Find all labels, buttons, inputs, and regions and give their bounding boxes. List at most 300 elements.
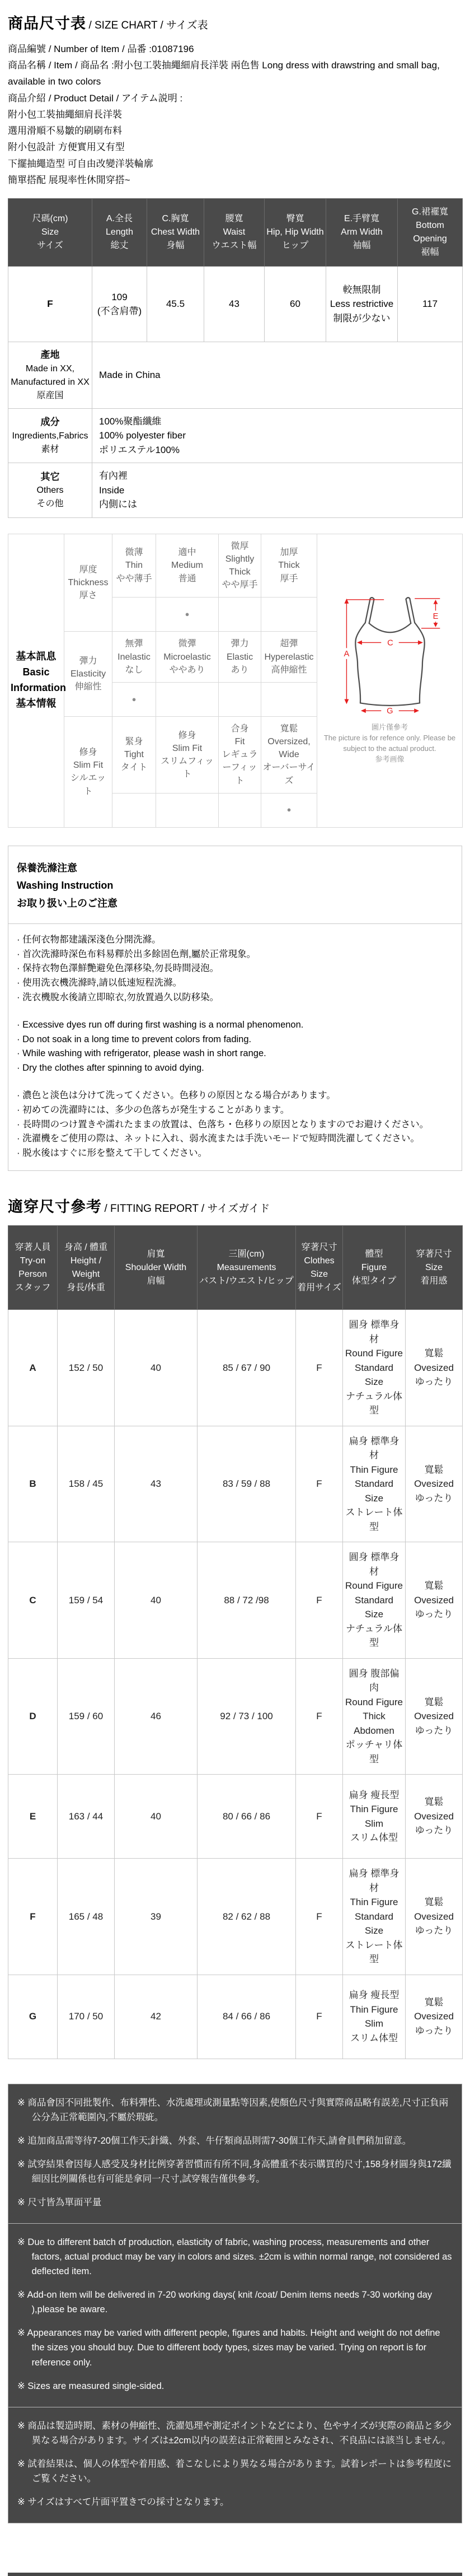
basic-info-label bbox=[8, 534, 64, 827]
feel-jp: ゆったり bbox=[415, 1725, 453, 1736]
opt-en: Medium bbox=[171, 561, 203, 571]
attr-en: Slim Fit bbox=[73, 760, 104, 771]
origin-row bbox=[8, 342, 463, 409]
item-name-value: 附小包工裝抽繩細肩長洋裝 兩色售 Long dress with drawstring and small bag, available in two colors bbox=[8, 60, 440, 87]
elasticity-option bbox=[219, 632, 261, 683]
fitting-figure bbox=[343, 1775, 406, 1859]
measurement-lines bbox=[344, 599, 440, 713]
size-chart-header-row bbox=[8, 199, 463, 267]
value-arm-cn: 較無限制 bbox=[342, 284, 381, 295]
col-text-jp: 身長/体重 bbox=[67, 1282, 105, 1292]
fitting-size: F bbox=[296, 1775, 343, 1859]
attr-jp: 伸縮性 bbox=[74, 682, 102, 692]
thickness-option bbox=[219, 534, 261, 598]
fitting-shoulder: 40 bbox=[115, 1775, 198, 1859]
col-text-cn: 身高 / 體重 bbox=[64, 1242, 108, 1252]
fitting-size: F bbox=[296, 1426, 343, 1542]
fitting-person: E bbox=[8, 1775, 58, 1859]
fitting-size: F bbox=[296, 1859, 343, 1975]
fabric-label-cn: 成分 bbox=[40, 417, 60, 428]
figure-jp: スリム体型 bbox=[350, 2032, 398, 2043]
figure-cn: 扁身 瘦長型 bbox=[349, 1990, 400, 2001]
feel-jp: ゆったり bbox=[415, 1825, 453, 1836]
opt-cn: 加厚 bbox=[280, 548, 298, 558]
fitting-shoulder: 42 bbox=[115, 1975, 198, 2059]
fitting-person: G bbox=[8, 1975, 58, 2059]
figure-cn: 圓身 腹部偏肉 bbox=[349, 1668, 400, 1693]
opt-jp: 普通 bbox=[178, 573, 196, 584]
fabric-value-en: 100% polyester fiber bbox=[99, 430, 186, 441]
fitting-title bbox=[8, 1194, 462, 1216]
feel-jp: ゆったり bbox=[415, 1925, 453, 1936]
measure-label-g: G bbox=[386, 707, 393, 716]
washing-line: · 長時間のつけ置きや濡れたままの放置は、色落ち・色移りの原因となりますのでお避けください。 bbox=[17, 1119, 429, 1130]
col-text-cn: 尺碼(cm) bbox=[32, 214, 68, 224]
fit-option bbox=[112, 716, 156, 793]
fitting-feel bbox=[406, 1658, 463, 1775]
washing-title-cn: 保養洗滌注意 bbox=[17, 862, 77, 874]
col-text-en: Waist bbox=[223, 227, 246, 237]
col-text-en: Figure bbox=[361, 1262, 387, 1272]
figure-en: Thin Figure Standard Size bbox=[350, 1897, 398, 1936]
fitting-shoulder: 39 bbox=[115, 1859, 198, 1975]
col-text-cn: 臀寬 bbox=[286, 214, 304, 224]
feel-jp: ゆったり bbox=[415, 2025, 453, 2036]
col-text-en: Clothes Size bbox=[304, 1256, 335, 1279]
product-detail-line: 選用滑順不易皺的刷刷布料 bbox=[8, 125, 122, 137]
fitting-person: C bbox=[8, 1542, 58, 1659]
col-text-en: Try-on Person bbox=[18, 1256, 47, 1279]
fitting-size: F bbox=[296, 1658, 343, 1775]
col-chest bbox=[147, 199, 204, 267]
dot-cell bbox=[156, 793, 219, 827]
note-line: ※ サイズはすべて片面平置きでの採寸となります。 bbox=[17, 2496, 229, 2507]
others-label bbox=[8, 463, 92, 518]
fabric-label bbox=[8, 408, 92, 463]
opt-cn: 修身 bbox=[178, 730, 196, 740]
col-text-cn: E.手臂寬 bbox=[344, 214, 380, 224]
col-text-jp: 身幅 bbox=[166, 241, 185, 251]
basic-info-label-jp: 基本情報 bbox=[16, 698, 57, 710]
dot-cell bbox=[261, 598, 317, 632]
fitting-figure bbox=[343, 1542, 406, 1659]
fitting-size: F bbox=[296, 1975, 343, 2059]
opt-cn: 寬鬆 bbox=[280, 724, 298, 734]
figure-cn: 扁身 瘦長型 bbox=[349, 1789, 400, 1800]
opt-en: Hyperelastic bbox=[264, 652, 314, 662]
dot-cell bbox=[219, 682, 261, 716]
col-text-cn: 穿著人員 bbox=[15, 1242, 51, 1252]
col-text-en: Size bbox=[425, 1262, 443, 1272]
note-line: ※ 試着結果は、個人の体型や着用感、着こなしにより異なる場合があります。試着レポートは参考程度にご覧ください。 bbox=[17, 2458, 452, 2484]
washing-list bbox=[8, 923, 462, 1170]
feel-jp: ゆったり bbox=[415, 1609, 453, 1620]
others-label-cn: 其它 bbox=[40, 471, 60, 482]
fitting-feel bbox=[406, 1775, 463, 1859]
value-length-note: (不含肩帶) bbox=[97, 306, 142, 317]
fitting-feel bbox=[406, 1310, 463, 1426]
others-value-cn: 有內裡 bbox=[99, 470, 128, 482]
value-waist: 43 bbox=[204, 267, 265, 342]
opt-cn: 緊身 bbox=[125, 737, 143, 747]
feel-en: Ovesized bbox=[414, 2011, 454, 2022]
opt-jp: レギュラーフィット bbox=[222, 750, 258, 786]
opt-en: Inelastic bbox=[118, 652, 151, 662]
col-size bbox=[8, 199, 92, 267]
fitting-measurements: 80 / 66 / 86 bbox=[198, 1775, 296, 1859]
fitting-size: F bbox=[296, 1310, 343, 1426]
fitting-row-d bbox=[8, 1658, 463, 1775]
fitting-feel bbox=[406, 1426, 463, 1542]
thickness-attr bbox=[64, 534, 112, 632]
opt-en: Slim Fit bbox=[172, 743, 203, 753]
washing-line: · 脱水後はすぐに形を整えて干してください。 bbox=[17, 1147, 208, 1158]
col-length bbox=[92, 199, 147, 267]
col-text-cn: C.胸寬 bbox=[162, 214, 189, 224]
value-arm bbox=[326, 267, 398, 342]
col-text-jp: スタッフ bbox=[15, 1282, 51, 1292]
figure-cn: 圓身 標準身材 bbox=[349, 1552, 400, 1577]
value-size: F bbox=[8, 267, 92, 342]
value-chest: 45.5 bbox=[147, 267, 204, 342]
note-line: ※ 商品は製造時期、素材の伸縮性、洗濯処理や測定ポイントなどにより、色やサイズが実際の商品と多少異なる場合があります。サイズは±2cm以内の誤差は正常範囲とみなされ、不良品には該当しません。 bbox=[17, 2420, 452, 2446]
opt-en: Fit bbox=[234, 737, 245, 747]
figure-en: Round Figure Standard Size bbox=[345, 1348, 403, 1388]
col-size-feel bbox=[406, 1226, 463, 1310]
measure-label-c: C bbox=[387, 638, 393, 648]
product-detail-line: 簡單搭配 展現率性休閒穿搭~ bbox=[8, 174, 130, 185]
col-text-en: Measurements bbox=[217, 1262, 276, 1272]
col-text-cn: 肩寬 bbox=[147, 1249, 165, 1259]
basic-info-label-cn: 基本訊息 bbox=[16, 651, 57, 662]
col-arm bbox=[326, 199, 398, 267]
note-line: ※ Sizes are measured single-sided. bbox=[17, 2381, 164, 2391]
washing-line: · 洗濯機をご使用の際は、ネットに入れ、弱水流または手洗いモードで短時間洗濯してください。 bbox=[17, 1133, 420, 1144]
col-height-weight bbox=[58, 1226, 115, 1310]
washing-line: · 初めての洗濯時には、多少の色落ちが発生することがあります。 bbox=[17, 1104, 290, 1115]
attr-en: Thickness bbox=[68, 577, 109, 587]
opt-jp: やや厚手 bbox=[222, 580, 258, 590]
others-row bbox=[8, 463, 463, 518]
opt-en: Tight bbox=[124, 750, 144, 760]
thickness-row bbox=[8, 534, 463, 598]
fitting-person: A bbox=[8, 1310, 58, 1426]
fabric-value-cn: 100%聚酯纖維 bbox=[99, 416, 162, 427]
others-value bbox=[92, 463, 463, 518]
col-text-cn: 三圍(cm) bbox=[228, 1249, 265, 1259]
feel-cn: 寬鬆 bbox=[424, 1464, 444, 1475]
col-text-en: Height / Weight bbox=[70, 1256, 102, 1279]
item-name-label: 商品名稱 / Item / 商品名 : bbox=[8, 60, 114, 71]
value-length bbox=[92, 267, 147, 342]
washing-line: · Dry the clothes after spinning to avoid dying. bbox=[17, 1062, 204, 1073]
origin-value: Made in China bbox=[92, 342, 463, 409]
note-line: ※ Due to different batch of production, elasticity of fabric, washing process, measurements and other factors, actual product may be vary in colors and sizes. ±2cm is within normal range, not considered as deflected item. bbox=[17, 2237, 452, 2277]
fitting-measurements: 85 / 67 / 90 bbox=[198, 1310, 296, 1426]
col-text-jp: 裾幅 bbox=[421, 248, 439, 258]
washing-line: · Excessive dyes run off during first washing is a normal phenomenon. bbox=[17, 1020, 304, 1030]
fitting-shoulder: 46 bbox=[115, 1658, 198, 1775]
attr-jp: 厚さ bbox=[79, 591, 97, 601]
col-text-cn: A.全長 bbox=[106, 214, 133, 224]
measure-label-a: A bbox=[344, 649, 349, 659]
col-text-cn: 體型 bbox=[365, 1249, 383, 1259]
item-number-line bbox=[8, 41, 462, 57]
opt-cn: 彈力 bbox=[231, 639, 249, 649]
col-measurements bbox=[198, 1226, 296, 1310]
product-detail-label: 商品介紹 / Product Detail / アイテム説明 : bbox=[8, 92, 183, 104]
dot-cell bbox=[156, 682, 219, 716]
feel-jp: ゆったり bbox=[415, 1492, 453, 1504]
elasticity-option bbox=[261, 632, 317, 683]
col-text-jp: 着用サイズ bbox=[297, 1282, 341, 1292]
fitting-shoulder: 40 bbox=[115, 1542, 198, 1659]
dot-cell: ● bbox=[112, 682, 156, 716]
elasticity-option bbox=[112, 632, 156, 683]
dress-illustration-cell bbox=[317, 534, 463, 827]
fitting-figure bbox=[343, 1426, 406, 1542]
fitting-row-f bbox=[8, 1859, 463, 1975]
fitting-title-cn: 適穿尺寸參考 bbox=[8, 1198, 102, 1216]
note-line: ※ 追加商品需等待7-20個工作天;針織、外套、牛仔類商品則需7-30個工作天,請會員們稍加留意。 bbox=[17, 2135, 412, 2146]
product-detail-line: 附小包工裝抽繩細肩長洋裝 bbox=[8, 109, 122, 120]
fitting-height-weight: 163 / 44 bbox=[58, 1775, 115, 1859]
thickness-option bbox=[156, 534, 219, 598]
fabric-value-jp: ポリエステル100% bbox=[99, 444, 180, 455]
fitting-feel bbox=[406, 1975, 463, 2059]
col-text-cn: 腰寬 bbox=[225, 214, 243, 224]
opt-jp: やや薄手 bbox=[116, 573, 152, 584]
fitting-height-weight: 170 / 50 bbox=[58, 1975, 115, 2059]
opt-cn: 合身 bbox=[231, 724, 249, 734]
thickness-option bbox=[112, 534, 156, 598]
opt-en: Slightly Thick bbox=[225, 554, 255, 577]
basic-info-table bbox=[8, 534, 463, 828]
item-number-label: 商品編號 / Number of Item / 品番 : bbox=[8, 44, 152, 54]
col-text-jp: 袖幅 bbox=[352, 241, 371, 251]
opt-jp: 厚手 bbox=[280, 573, 298, 584]
washing-group-cn bbox=[17, 933, 453, 1005]
dress-outline bbox=[355, 598, 424, 706]
illustration-caption-cn: 圖片僅參考 bbox=[371, 723, 408, 732]
attr-jp: シルエット bbox=[70, 773, 106, 796]
page-title-rest: / SIZE CHART / サイズ表 bbox=[88, 20, 208, 31]
col-text-en: Chest Width bbox=[151, 227, 200, 237]
note-line: ※ 商品會因不同批製作、布料彈性、水洗處理或測量點等因素,使顏色尺寸與實際商品略有誤差,尺寸正負兩公分為正常範圍內,不屬於瑕疵。 bbox=[17, 2097, 449, 2122]
dot-cell: ● bbox=[261, 793, 317, 827]
figure-en: Thin Figure Slim bbox=[350, 2004, 398, 2029]
feel-cn: 寬鬆 bbox=[424, 1580, 444, 1592]
washing-group-jp bbox=[17, 1089, 453, 1160]
fit-option bbox=[156, 716, 219, 793]
fitting-table bbox=[8, 1225, 463, 2059]
fitting-row-a bbox=[8, 1310, 463, 1426]
opt-en: Thin bbox=[125, 561, 143, 571]
fitting-height-weight: 152 / 50 bbox=[58, 1310, 115, 1426]
dot-cell bbox=[219, 793, 261, 827]
opt-jp: ややあり bbox=[169, 665, 205, 675]
fitting-height-weight: 159 / 60 bbox=[58, 1658, 115, 1775]
col-text-jp: 体型タイプ bbox=[351, 1276, 397, 1286]
item-number-value: 01087196 bbox=[151, 44, 194, 54]
notes-section-cn bbox=[8, 2084, 462, 2223]
col-figure bbox=[343, 1226, 406, 1310]
col-text-jp: 肩幅 bbox=[147, 1276, 165, 1286]
fitting-height-weight: 165 / 48 bbox=[58, 1859, 115, 1975]
col-text-en: Hip, Hip Width bbox=[266, 227, 324, 237]
opt-jp: あり bbox=[231, 665, 249, 675]
page-title-cn: 商品尺寸表 bbox=[8, 15, 86, 32]
illustration-caption-jp: 参考画像 bbox=[375, 754, 405, 763]
fitting-measurements: 83 / 59 / 88 bbox=[198, 1426, 296, 1542]
basic-info-label-en: Basic Information bbox=[11, 666, 66, 694]
others-label-en: Others bbox=[36, 486, 64, 496]
note-line: ※ Add-on item will be delivered in 7-20 working days( knit /coat/ Denim items needs 7-30 working day ),please be aware. bbox=[17, 2290, 433, 2315]
dress-diagram bbox=[327, 594, 453, 716]
fitting-person: B bbox=[8, 1426, 58, 1542]
washing-title bbox=[8, 846, 462, 924]
col-text-jp: 総丈 bbox=[110, 241, 129, 251]
col-text-jp: ヒップ bbox=[281, 241, 309, 251]
note-line: ※ Appearances may be varied with different people, figures and habits. Height and weight do not define the sizes you should buy. Due to different body types, sizes may be varied. Trying on report is for reference only. bbox=[17, 2328, 440, 2368]
opt-jp: なし bbox=[125, 665, 143, 675]
feel-cn: 寬鬆 bbox=[424, 1897, 444, 1908]
fitting-height-weight: 158 / 45 bbox=[58, 1426, 115, 1542]
attr-en: Elasticity bbox=[70, 669, 106, 679]
illustration-caption-en: The picture is for refence only. Please be subject to the actual product. bbox=[323, 733, 456, 753]
col-hip bbox=[265, 199, 326, 267]
fitting-figure bbox=[343, 1859, 406, 1975]
fitting-header-row bbox=[8, 1226, 463, 1310]
fit-attr bbox=[64, 716, 112, 827]
fitting-row-g bbox=[8, 1975, 463, 2059]
product-detail-line: 附小包設計 方便實用又有型 bbox=[8, 142, 125, 153]
col-clothes-size bbox=[296, 1226, 343, 1310]
col-text-cn: G.裙襬寬 bbox=[412, 207, 448, 217]
opt-cn: 超彈 bbox=[280, 639, 298, 649]
figure-en: Round Figure Thick Abdomen bbox=[345, 1696, 403, 1736]
washing-title-jp: お取り扱い上のご注意 bbox=[17, 897, 118, 909]
elasticity-option bbox=[156, 632, 219, 683]
value-hip: 60 bbox=[265, 267, 326, 342]
origin-label-en: Made in XX, Manufactured in XX bbox=[11, 363, 90, 387]
notes-section-jp bbox=[8, 2407, 462, 2523]
col-text-jp: バスト/ウエスト/ヒップ bbox=[199, 1276, 294, 1286]
opt-jp: 高伸縮性 bbox=[271, 665, 307, 675]
others-label-jp: その他 bbox=[36, 499, 64, 509]
figure-jp: ポッチャリ体型 bbox=[345, 1739, 403, 1765]
value-arm-jp: 制限が少ない bbox=[333, 312, 391, 324]
fitting-shoulder: 40 bbox=[115, 1310, 198, 1426]
origin-label bbox=[8, 342, 92, 409]
washing-line: · 任何衣物都建議深淺色分開洗滌。 bbox=[17, 935, 161, 945]
fitting-figure bbox=[343, 1975, 406, 2059]
fabric-label-jp: 素材 bbox=[41, 444, 59, 454]
notes-section-en bbox=[8, 2223, 462, 2407]
washing-line: · 洗衣機脫水後請立即晾衣,勿放置過久以防移染。 bbox=[17, 992, 219, 1002]
opt-cn: 微厚 bbox=[231, 541, 249, 551]
opt-jp: スリムフィット bbox=[161, 756, 214, 780]
value-bottom: 117 bbox=[398, 267, 463, 342]
note-line: ※ 尺寸皆為單面平量 bbox=[17, 2197, 102, 2208]
col-bottom bbox=[398, 199, 463, 267]
attr-cn: 修身 bbox=[79, 748, 97, 758]
washing-group-en bbox=[17, 1018, 453, 1075]
figure-jp: ストレート体型 bbox=[345, 1939, 403, 1965]
feel-en: Ovesized bbox=[414, 1911, 454, 1922]
value-arm-en: Less restrictive bbox=[330, 298, 394, 310]
item-name-line bbox=[8, 57, 462, 90]
fitting-measurements: 84 / 66 / 86 bbox=[198, 1975, 296, 2059]
attr-cn: 厚度 bbox=[79, 564, 97, 575]
col-shoulder bbox=[115, 1226, 198, 1310]
washing-line: · 首次洗滌時深色布料易釋於出多餘固色劑,屬於正常現象。 bbox=[17, 949, 256, 959]
dot-cell bbox=[112, 793, 156, 827]
opt-jp: オーバーサイズ bbox=[262, 763, 316, 786]
fitting-feel bbox=[406, 1542, 463, 1659]
col-text-en: Bottom Opening bbox=[413, 221, 447, 244]
origin-label-cn: 產地 bbox=[40, 349, 60, 361]
others-value-jp: 内側には bbox=[99, 499, 137, 510]
col-text-cn: 穿著尺寸 bbox=[416, 1249, 452, 1259]
product-detail-line: 下擺抽繩造型 可自由改變洋裝輪廓 bbox=[8, 158, 153, 169]
col-waist bbox=[204, 199, 265, 267]
feel-jp: ゆったり bbox=[415, 1376, 453, 1388]
col-text-jp: 着用感 bbox=[420, 1276, 448, 1286]
figure-jp: ナチュラル体型 bbox=[346, 1390, 402, 1416]
fitting-person: F bbox=[8, 1859, 58, 1975]
feel-en: Ovesized bbox=[414, 1810, 454, 1822]
attr-cn: 彈力 bbox=[79, 656, 97, 666]
fabric-row bbox=[8, 408, 463, 463]
washing-line: · Do not soak in a long time to prevent colors from fading. bbox=[17, 1034, 252, 1044]
origin-label-jp: 原産国 bbox=[36, 390, 64, 400]
col-text-en: Size bbox=[41, 227, 59, 237]
opt-cn: 適中 bbox=[178, 548, 196, 558]
col-text-en: Length bbox=[106, 227, 133, 237]
feel-cn: 寬鬆 bbox=[424, 1996, 444, 2008]
opt-en: Elastic bbox=[226, 652, 253, 662]
illustration-caption bbox=[318, 722, 461, 764]
measure-label-e: E bbox=[433, 612, 438, 622]
fitting-title-rest: / FITTING REPORT / サイズガイド bbox=[104, 1203, 270, 1215]
figure-jp: ナチュラル体型 bbox=[346, 1623, 402, 1649]
feel-cn: 寬鬆 bbox=[424, 1348, 444, 1359]
feel-en: Ovesized bbox=[414, 1478, 454, 1490]
fit-option bbox=[261, 716, 317, 793]
washing-box bbox=[8, 846, 462, 1171]
figure-en: Thin Figure Slim bbox=[350, 1804, 398, 1829]
dot-cell bbox=[219, 598, 261, 632]
figure-en: Round Figure Standard Size bbox=[345, 1580, 403, 1620]
col-text-jp: サイズ bbox=[37, 241, 63, 251]
fabric-label-en: Ingredients,Fabrics bbox=[12, 431, 88, 441]
bottom-bar bbox=[8, 2573, 462, 2576]
fitting-figure bbox=[343, 1658, 406, 1775]
fitting-person: D bbox=[8, 1658, 58, 1775]
note-line: ※ 試穿結果會因每人感受及身材比例穿著習慣而有所不同,身高體重不表示購買的尺寸,158身材圓身與172纖細因比例關係也有可能是拿同一尺寸,試穿報告僅供參考。 bbox=[17, 2159, 452, 2184]
opt-cn: 無彈 bbox=[125, 639, 143, 649]
figure-jp: ストレート体型 bbox=[345, 1507, 403, 1532]
fitting-row-e bbox=[8, 1775, 463, 1859]
washing-line: · 濃色と淡色は分けて洗ってください。色移りの原因となる場合があります。 bbox=[17, 1090, 336, 1101]
feel-en: Ovesized bbox=[414, 1594, 454, 1606]
fitting-measurements: 92 / 73 / 100 bbox=[198, 1658, 296, 1775]
opt-cn: 微薄 bbox=[125, 548, 143, 558]
opt-en: Thick bbox=[278, 561, 300, 571]
thickness-option bbox=[261, 534, 317, 598]
fitting-size: F bbox=[296, 1542, 343, 1659]
